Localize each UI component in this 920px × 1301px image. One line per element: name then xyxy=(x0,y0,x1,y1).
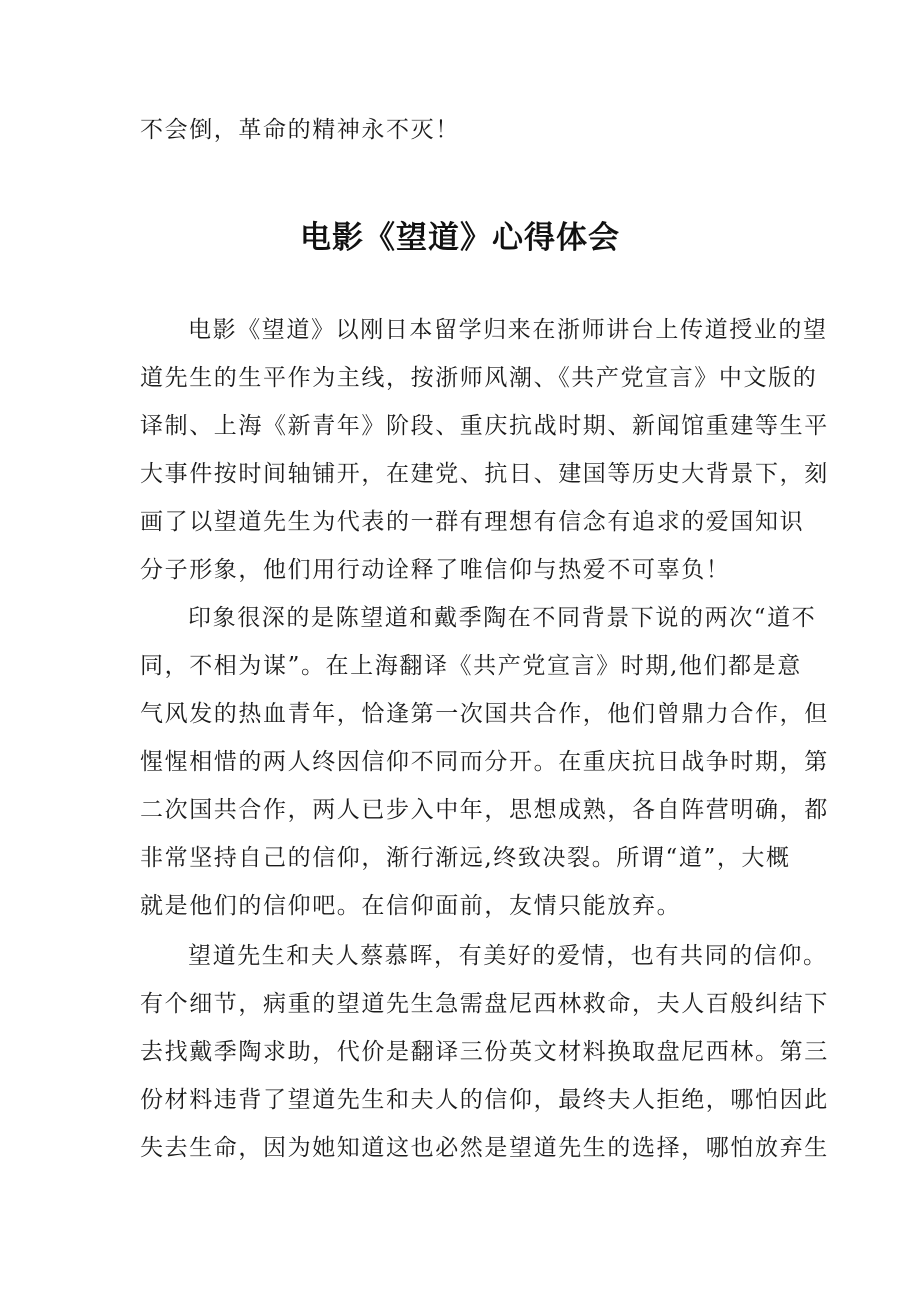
paragraph-line: 失去生命，因为她知道这也必然是望道先生的选择，哪怕放弃生 xyxy=(140,1135,829,1161)
paragraph-line: 气风发的热血青年，恰逢第一次国共合作，他们曾鼎力合作，但 xyxy=(140,701,829,727)
paragraph-line: 大事件按时间轴铺开，在建党、抗日、建国等历史大背景下，刻 xyxy=(140,461,829,487)
paragraph-line: 印象很深的是陈望道和戴季陶在不同背景下说的两次“道不 xyxy=(188,605,817,631)
paragraph-line: 电影《望道》以刚日本留学归来在浙师讲台上传道授业的望 xyxy=(188,317,828,343)
paragraph-line: 就是他们的信仰吧。在信仰面前，友情只能放弃。 xyxy=(140,893,682,919)
paragraph-line: 去找戴季陶求助，代价是翻译三份英文材料换取盘尼西林。第三 xyxy=(140,1039,829,1065)
paragraph-line: 二次国共合作，两人已步入中年，思想成熟，各自阵营明确，都 xyxy=(140,797,829,823)
continuation-line: 不会倒，革命的精神永不灭！ xyxy=(140,117,460,143)
paragraph-line: 惺惺相惜的两人终因信仰不同而分开。在重庆抗日战争时期，第 xyxy=(140,749,829,775)
paragraph-line: 分子形象，他们用行动诠释了唯信仰与热爱不可辜负！ xyxy=(140,557,731,583)
paragraph-line: 有个细节，病重的望道先生急需盘尼西林救命，夫人百般纠结下 xyxy=(140,991,829,1017)
paragraph-line: 译制、上海《新青年》阶段、重庆抗战时期、新闻馆重建等生平 xyxy=(140,413,829,439)
paragraph-line: 份材料违背了望道先生和夫人的信仰，最终夫人拒绝，哪怕因此 xyxy=(140,1087,829,1113)
paragraph-line: 画了以望道先生为代表的一群有理想有信念有追求的爱国知识 xyxy=(140,509,805,535)
paragraph-line: 望道先生和夫人蔡慕晖，有美好的爱情，也有共同的信仰。 xyxy=(188,943,828,969)
paragraph-line: 同，不相为谋”。在上海翻译《共产党宣言》时期,他们都是意 xyxy=(140,653,802,679)
paragraph-line: 非常坚持自己的信仰，渐行渐远,终致决裂。所谓“道”，大概 xyxy=(140,845,791,871)
paragraph-line: 道先生的生平作为主线，按浙师风潮、《共产党宣言》中文版的 xyxy=(140,365,818,391)
page-title: 电影《望道》心得体会 xyxy=(300,220,620,256)
